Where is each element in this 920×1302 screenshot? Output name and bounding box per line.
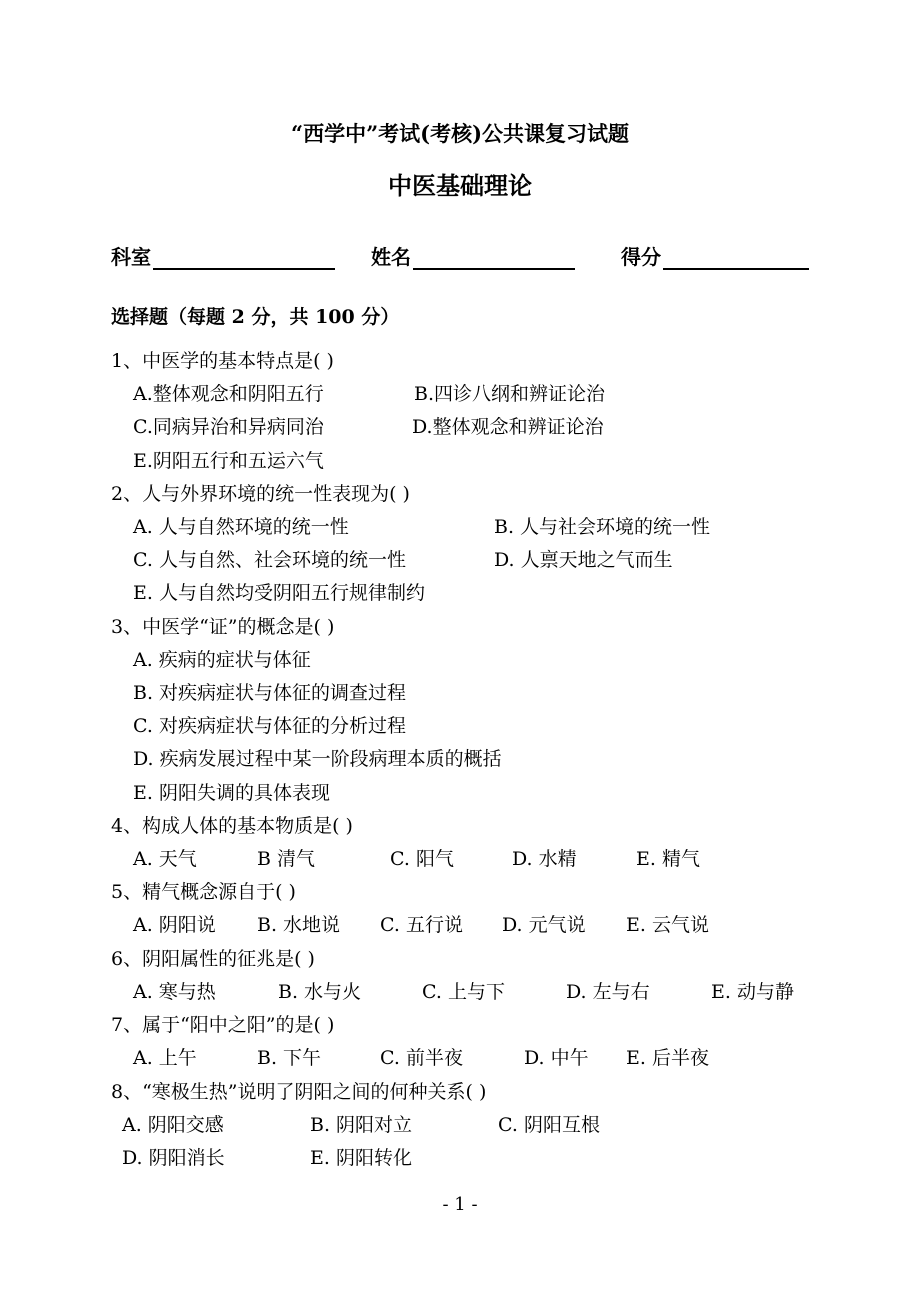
question-stem: 3、中医学“证”的概念是( )	[111, 616, 335, 638]
option: B. 阴阳对立	[310, 1114, 413, 1136]
option: C. 人与自然、社会环境的统一性	[133, 549, 406, 571]
question-stem: 7、属于“阳中之阳”的是( )	[111, 1014, 335, 1036]
option: D. 阴阳消长	[122, 1147, 225, 1169]
question-stem: 4、构成人体的基本物质是( )	[111, 815, 353, 837]
option: A. 天气	[133, 848, 197, 870]
option: B. 对疾病症状与体征的调查过程	[133, 682, 407, 704]
option: C. 阴阳互根	[498, 1114, 600, 1136]
option: E. 精气	[636, 848, 700, 870]
option: E. 阴阳失调的具体表现	[133, 782, 330, 804]
option: B. 水地说	[257, 914, 341, 936]
page-number: - 1 -	[442, 1194, 478, 1215]
option: C. 五行说	[380, 914, 463, 936]
score-field	[621, 241, 809, 270]
section-heading: 选择题（每题 2 分，共 100 分）	[111, 306, 400, 328]
option: A. 阴阳交感	[122, 1114, 224, 1136]
option: D. 水精	[512, 848, 577, 870]
option: E. 后半夜	[626, 1047, 709, 1069]
department-label: 科室	[111, 245, 151, 269]
option: E.阴阳五行和五运六气	[133, 450, 324, 472]
option: E. 动与静	[711, 981, 794, 1003]
question-stem: 6、阴阳属性的征兆是( )	[111, 948, 315, 970]
name-field	[371, 241, 575, 270]
question-stem: 1、中医学的基本特点是( )	[111, 350, 334, 372]
option: A. 寒与热	[133, 981, 216, 1003]
question-stem: 8、“寒极生热”说明了阴阳之间的何种关系( )	[111, 1081, 487, 1103]
name-blank[interactable]	[413, 246, 575, 270]
option: C. 上与下	[422, 981, 505, 1003]
option: B. 人与社会环境的统一性	[494, 516, 711, 538]
option: D.整体观念和辨证论治	[412, 416, 604, 438]
option: E. 人与自然均受阴阳五行规律制约	[133, 582, 425, 604]
option: A. 人与自然环境的统一性	[133, 516, 349, 538]
option: B. 下午	[257, 1047, 322, 1069]
option: C. 前半夜	[380, 1047, 463, 1069]
question-stem: 5、精气概念源自于( )	[111, 881, 296, 903]
option: E. 阴阳转化	[310, 1147, 412, 1169]
option: C.同病异治和异病同治	[133, 416, 324, 438]
option: B 清气	[257, 848, 316, 870]
option: D. 人禀天地之气而生	[494, 549, 673, 571]
exam-title: 中医基础理论	[388, 171, 532, 200]
option: C. 对疾病症状与体征的分析过程	[133, 715, 406, 737]
option: B.四诊八纲和辨证论治	[414, 383, 606, 405]
score-label: 得分	[621, 245, 661, 269]
option: A. 阴阳说	[133, 914, 216, 936]
option: A. 疾病的症状与体征	[133, 649, 311, 671]
name-label: 姓名	[371, 245, 411, 269]
option: C. 阳气	[390, 848, 454, 870]
option: B. 水与火	[278, 981, 362, 1003]
department-blank[interactable]	[153, 246, 335, 270]
option: D. 疾病发展过程中某一阶段病理本质的概括	[133, 748, 502, 770]
exam-subtitle: “西学中”考试(考核)公共课复习试题	[290, 121, 630, 146]
option: D. 元气说	[502, 914, 586, 936]
option: E. 云气说	[626, 914, 709, 936]
question-stem: 2、人与外界环境的统一性表现为( )	[111, 483, 410, 505]
option: D. 中午	[524, 1047, 589, 1069]
option: A. 上午	[133, 1047, 197, 1069]
department-field	[111, 241, 335, 270]
score-blank[interactable]	[663, 246, 809, 270]
option: A.整体观念和阴阳五行	[133, 383, 324, 405]
option: D. 左与右	[566, 981, 650, 1003]
